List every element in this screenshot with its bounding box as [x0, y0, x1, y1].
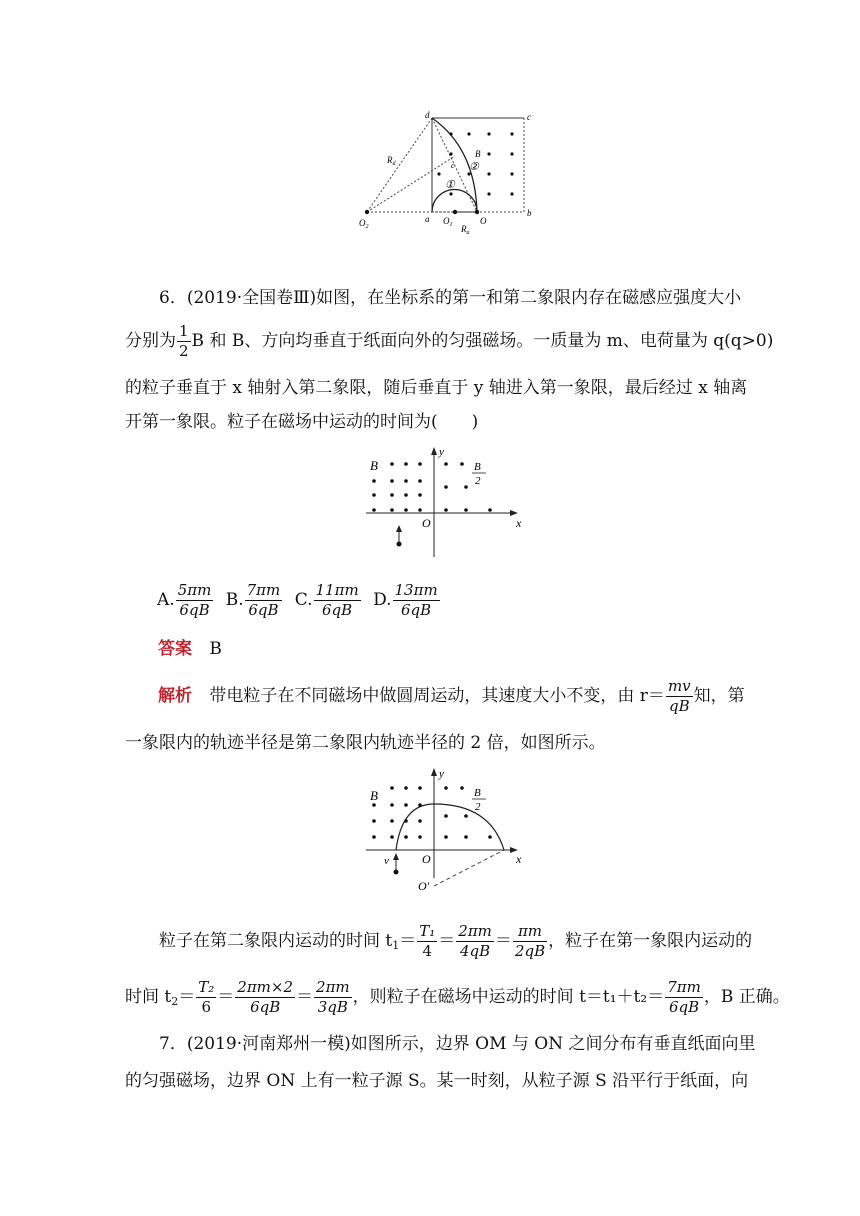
analysis-text-2: 知，第 [693, 686, 745, 706]
figure-2-field-diagram [362, 447, 532, 562]
fig1-label-ra: $R_a$ [461, 224, 470, 236]
answer-line [158, 634, 222, 659]
fig2-label-b2-num: B [474, 461, 481, 473]
analysis-line-2: 一象限内的轨迹半径是第二象限内轨迹半径的 2 倍，如图所示。 [125, 733, 606, 753]
option-c[interactable]: C. $\frac{11\pi m}{6qB}$ [294, 581, 359, 619]
analysis-r-fraction: $\frac{mv}{qB}$ [667, 677, 691, 715]
fig1-label-circle2: ② [469, 161, 479, 173]
fig2-label-b2-den: 2 [475, 475, 481, 487]
analysis-line-1 [158, 677, 745, 716]
fig3-label-y: y [439, 768, 444, 780]
fig3-label-x: x [516, 852, 522, 866]
calc-l1-sub: 1 [392, 939, 400, 952]
q6-half-fraction [177, 322, 191, 361]
fig1-label-d: d [425, 110, 430, 120]
fig3-label-v: v [384, 855, 389, 867]
calc-g1: $\frac{\text{T₂}}{6}$ [198, 978, 215, 1016]
analysis-label: 解析 [158, 686, 192, 706]
option-d[interactable]: D. $\frac{13\pi m}{6qB}$ [373, 581, 438, 619]
calc-g2: $\frac{2\pi m\times 2}{6qB}$ [237, 978, 294, 1016]
q6-half-den: 2 [179, 342, 189, 360]
fig1-label-b: b [527, 208, 532, 218]
calc-f3: $\frac{\pi m}{2qB}$ [514, 922, 546, 960]
fig1-label-o2: $O_2$ [359, 218, 369, 230]
fig3-label-b2-num: B [474, 787, 481, 799]
q6-line-4: 开第一象限。粒子在磁场中运动的时间为( ) [125, 412, 479, 432]
fig1-label-o1: $O_1$ [443, 216, 453, 228]
fig1-label-b-field: B [475, 149, 481, 159]
calc-l2-pre: 时间 t [125, 987, 172, 1007]
fig3-label-o-prime: O′ [418, 879, 430, 893]
q6-half-num: 1 [179, 322, 189, 340]
analysis-text-1: 带电粒子在不同磁场中做圆周运动，其速度大小不变，由 r＝ [209, 686, 665, 706]
fig3-label-b: B [370, 788, 378, 803]
calc-line-1: 粒子在第二象限内运动的时间 $t_1=$ $\frac{\text{T₁}}{4}$ ＝ $\frac{2\pi m}{4qB}$ ＝ $\frac{\pi m}{2qB}$ ，粒子在第一象限内运动的 [159, 922, 753, 960]
fig1-label-c: c [527, 112, 531, 122]
q7-line-2: 的匀强磁场，边界 ON 上有一粒子源 S。某一时刻，从粒子源 S 沿平行于纸面，向 [125, 1071, 749, 1091]
option-b[interactable]: B. $\frac{7\pi m}{6qB}$ [225, 581, 281, 619]
calc-line-2: 时间 $t_2=$ $\frac{\text{T₂}}{6}$ ＝ $\frac{2\pi m\times 2}{6qB}$ ＝ $\frac{2\pi m}{3qB}$ ，则粒子在磁场中运动的时间 t＝t₁＋t₂＝ $\frac{7\pi m}{6qB}$ ，B 正确。 [125, 978, 790, 1016]
fig1-label-rd: $R_d$ [387, 155, 396, 167]
q6-line-1: 6．(2019·全国卷Ⅲ)如图，在坐标系的第一和第二象限内存在磁感应强度大小 [159, 288, 742, 308]
q6-line2-mid: B 和 B、方向均垂直于纸面向外的匀强磁场。一质量为 m、电荷量为 q(q>0) [191, 331, 774, 351]
calc-l1-pre: 粒子在第二象限内运动的时间 t [159, 931, 393, 951]
calc-l1-post: ，粒子在第一象限内运动的 [548, 931, 753, 951]
q6-line-3: 的粒子垂直于 x 轴射入第二象限，随后垂直于 y 轴进入第一象限，最后经过 x 轴离 [125, 378, 748, 398]
fig1-label-a: a [425, 214, 430, 224]
calc-f2: $\frac{2\pi m}{4qB}$ [458, 922, 492, 960]
figure-1-trajectory-diagram [355, 108, 545, 238]
fig3-label-o: O [422, 852, 431, 866]
q6-line2-pre: 分别为 [125, 331, 176, 351]
fig1-label-circle1: ① [445, 179, 455, 191]
calc-l2-mid: ，则粒子在磁场中运动的时间 t＝t₁＋t₂＝ [352, 987, 665, 1007]
answer-value: B [209, 639, 222, 659]
fig2-label-y: y [439, 447, 444, 458]
answer-label: 答案 [158, 639, 192, 659]
fig2-label-o: O [422, 516, 431, 530]
q6-line-2 [125, 322, 773, 361]
options-row [157, 581, 441, 620]
figure-3-trajectory-diagram [362, 768, 532, 893]
calc-l2-post: ，B 正确。 [703, 987, 790, 1007]
calc-f1: $\frac{\text{T₁}}{4}$ [419, 922, 436, 960]
fig2-label-x: x [516, 516, 522, 530]
calc-l2-sub: 2 [171, 995, 179, 1008]
fig1-label-o: O [480, 216, 487, 226]
fig2-label-b: B [370, 458, 378, 473]
option-a[interactable]: A. $\frac{5\pi m}{6qB}$ [157, 581, 212, 619]
q7-line-1: 7．(2019·河南郑州一模)如图所示，边界 OM 与 ON 之间分布有垂直纸面向里 [159, 1034, 756, 1054]
calc-g4: $\frac{7\pi m}{6qB}$ [667, 978, 701, 1016]
calc-g3: $\frac{2\pi m}{3qB}$ [316, 978, 350, 1016]
fig3-label-b2-den: 2 [475, 801, 481, 813]
fig1-label-c-inner: c [451, 161, 455, 170]
